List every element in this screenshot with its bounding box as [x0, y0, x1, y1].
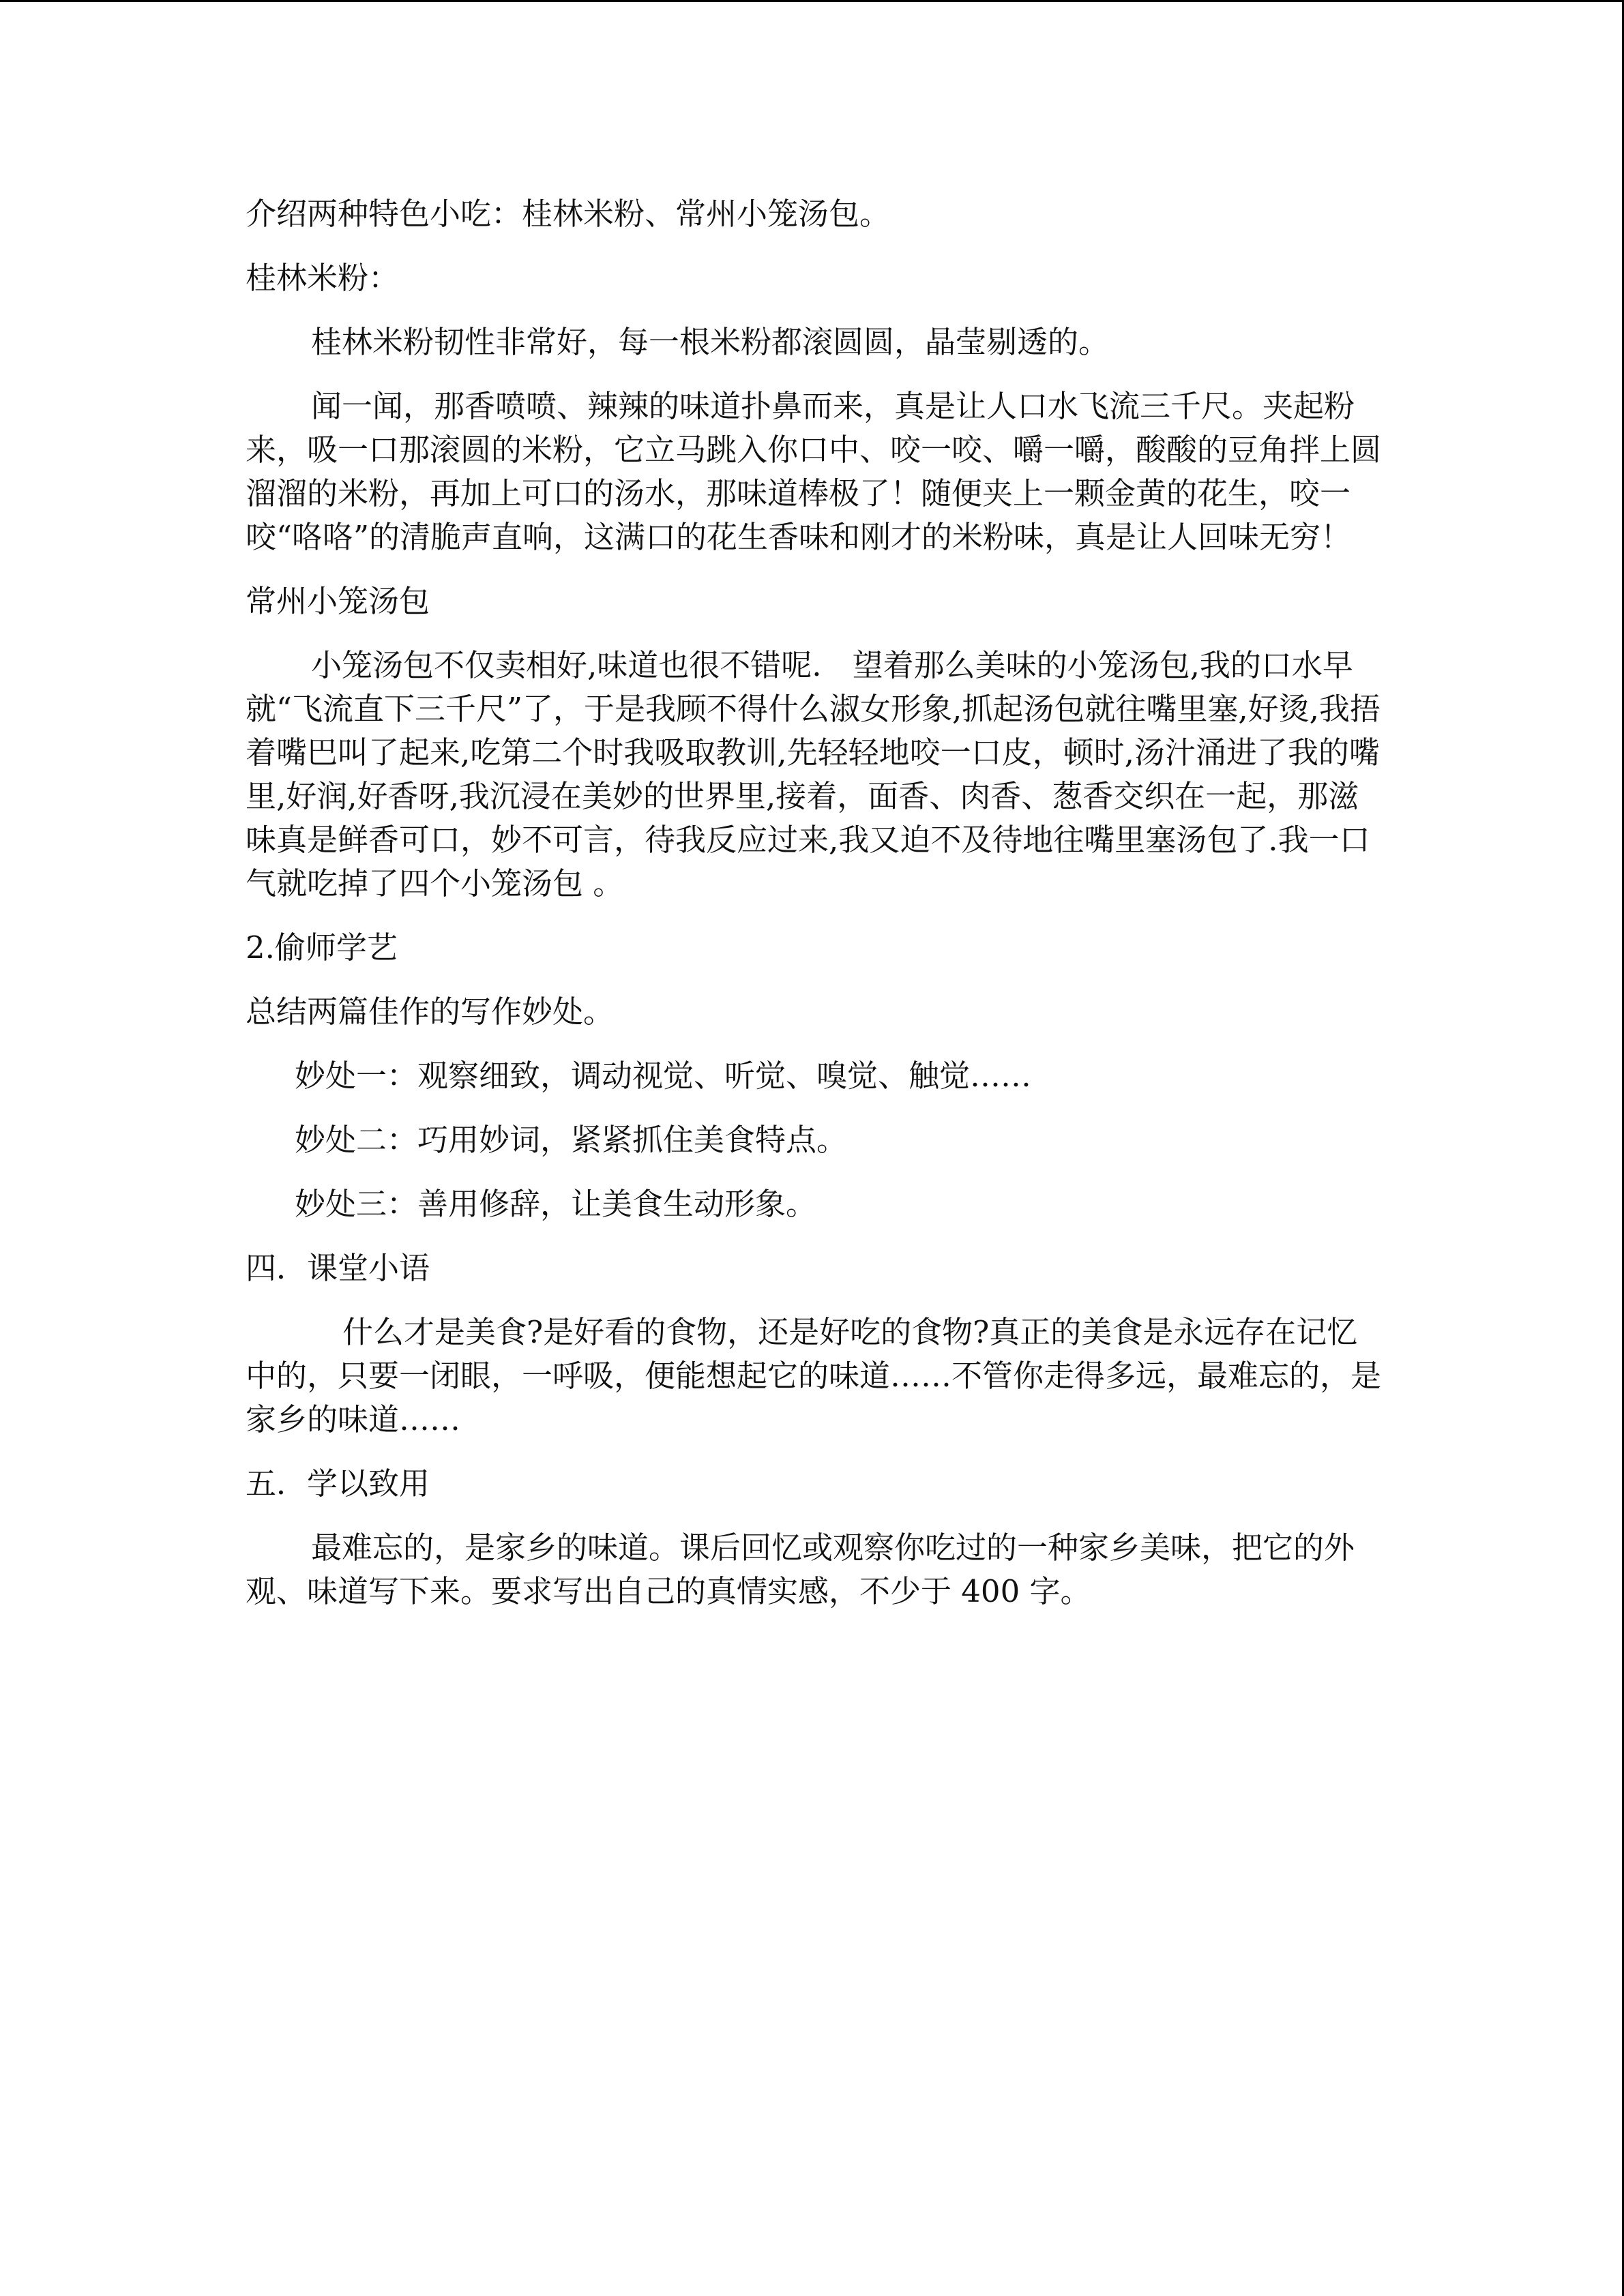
section4-heading: 四．课堂小语 — [246, 1250, 430, 1286]
point-2: 妙处二：巧用妙词，紧紧抓住美食特点。 — [295, 1122, 848, 1158]
section2-summary: 总结两篇佳作的写作妙处。 — [246, 994, 615, 1030]
guilin-paragraph-2: 闻一闻，那香喷喷、辣辣的味道扑鼻而来，真是让人口水飞流三千尺。夹起粉来，吸一口那滚圆的米粉，它立马跳入你口中、咬一咬、嚼一嚼，酸酸的豆角拌上圆溜溜的米粉，再加上可口的汤水，那味道棒极了！随便夹上一颗金黄的花生，咬一咬“咯咯”的清脆声直响，这满口的花生香味和刚才的米粉味，真是让人回味无穷！ — [246, 388, 1382, 555]
guilin-paragraph-1: 桂林米粉韧性非常好，每一根米粉都滚圆圆，晶莹剔透的。 — [311, 324, 1110, 360]
section2-heading: 2.偷师学艺 — [246, 929, 398, 966]
section5-heading: 五．学以致用 — [246, 1465, 430, 1502]
document-body — [246, 192, 1385, 1613]
changzhou-heading: 常州小笼汤包 — [246, 583, 430, 619]
changzhou-paragraph: 小笼汤包不仅卖相好,味道也很不错呢. 望着那么美味的小笼汤包,我的口水早就“飞流直下三千尺”了，于是我顾不得什么淑女形象,抓起汤包就往嘴里塞,好烫,我捂着嘴巴叫了起来,吃第二个时我吸取教训,先轻轻地咬一口皮，顿时,汤汁涌进了我的嘴里,好润,好香呀,我沉浸在美妙的世界里,接着，面香、肉香、葱香交织在一起，那滋味真是鲜香可口，妙不可言，待我反应过来,我又迫不及待地往嘴里塞汤包了.我一口气就吃掉了四个小笼汤包 。 — [246, 647, 1381, 901]
point-3: 妙处三：善用修辞，让美食生动形象。 — [295, 1186, 817, 1222]
page-border-top — [0, 0, 1624, 2]
point-1: 妙处一：观察细致，调动视觉、听觉、嗅觉、触觉…… — [295, 1058, 1032, 1094]
section4-paragraph: 什么才是美食?是好看的食物，还是好吃的食物?真正的美食是永远存在记忆中的，只要一闭眼，一呼吸，便能想起它的味道……不管你走得多远，最难忘的，是家乡的味道…… — [246, 1314, 1382, 1437]
section5-paragraph: 最难忘的，是家乡的味道。课后回忆或观察你吃过的一种家乡美味，把它的外观、味道写下来。要求写出自己的真情实感，不少于 400 字。 — [246, 1530, 1355, 1609]
intro-line: 介绍两种特色小吃：桂林米粉、常州小笼汤包。 — [246, 196, 891, 232]
guilin-heading: 桂林米粉： — [246, 260, 400, 296]
